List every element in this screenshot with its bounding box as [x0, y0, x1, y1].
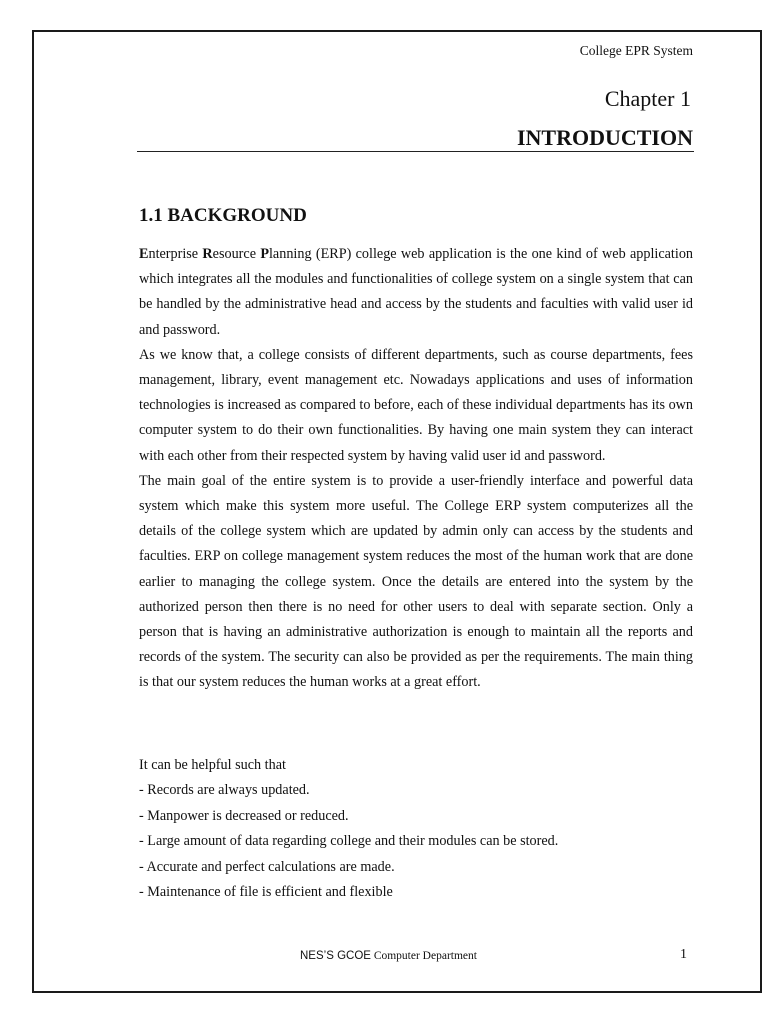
- page-number: 1: [680, 947, 687, 962]
- list-item: - Maintenance of file is efficient and flexible: [139, 884, 393, 901]
- initial-r: R: [202, 246, 213, 262]
- initial-e: E: [139, 246, 149, 262]
- chapter-title: INTRODUCTION: [516, 125, 693, 150]
- word-resource-rest: esource: [212, 246, 261, 262]
- initial-p: P: [260, 246, 269, 262]
- paragraph-main-goal: The main goal of the entire system is to provide a user-friendly interface and powerful data system which make this system more useful. The College ERP system computerizes all the details of the college system which are updated by admin only can access by the students and faculties. ERP on college management system reduces the most of the human work that are done earlier to managing the college system. Once the details are entered into the system by the authorized person then there is no need for other users to deal with separate section. Only a person that is having an administrative authorization is enough to maintain all the reports and records of the system. The security can also be provided as per the requirements. The main thing is that our system reduces the human works at a great effort.: [139, 472, 693, 691]
- paragraph-departments: As we know that, a college consists of different departments, such as course departments, fees management, library, event management etc. Nowadays applications and uses of information technologies is increased as compared to before, each of these individual departments has its own computer system to do their own functionalities. By having one main system they can interact with each other from their respected system by having valid user id and password.: [139, 346, 693, 464]
- chapter-label: Chapter 1: [604, 86, 691, 111]
- section-heading: 1.1 BACKGROUND: [139, 205, 307, 226]
- list-item: - Records are always updated.: [139, 782, 310, 799]
- paragraph-erp-definition: [139, 242, 693, 343]
- footer-institution: NES’S GCOE: [300, 950, 371, 962]
- body-text: [139, 242, 693, 696]
- running-header: College EPR System: [579, 43, 693, 58]
- list-item: - Manpower is decreased or reduced.: [139, 807, 349, 824]
- paragraph-erp-definition-rest: lanning (ERP) college web application is the one kind of web application which integrates all the modules and functionalities of college system on a single system that can be handled by the administrative head and access by the students and faculties with valid user id and password.: [139, 246, 694, 338]
- word-enterprise-rest: nterprise: [148, 246, 203, 262]
- title-divider: [137, 151, 694, 152]
- benefits-list: [139, 753, 693, 905]
- footer-department: [300, 949, 477, 963]
- list-intro: It can be helpful such that: [139, 757, 286, 773]
- list-item: - Large amount of data regarding college and their modules can be stored.: [139, 833, 559, 850]
- list-item: - Accurate and perfect calculations are made.: [139, 858, 395, 875]
- footer-department-name: Computer Department: [373, 950, 477, 962]
